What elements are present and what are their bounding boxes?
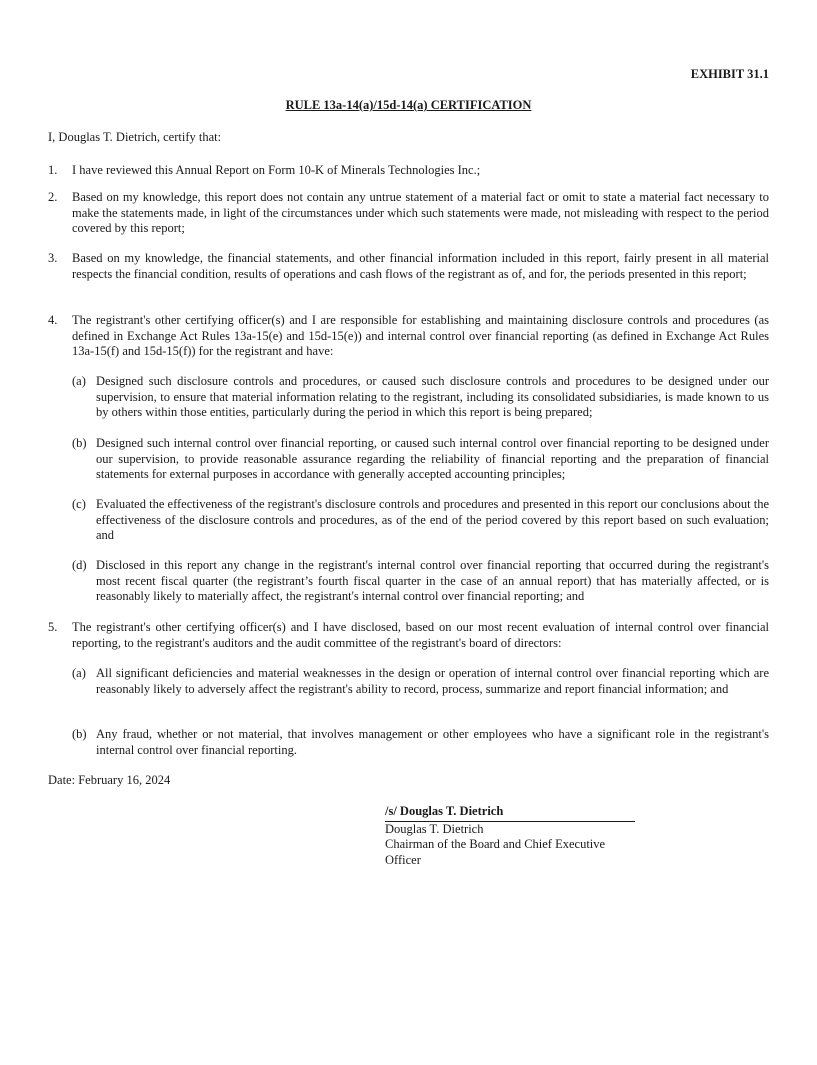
subitem-text: Designed such internal control over financial reporting, or caused such internal control over financial reporting to be designed under our supervision, to provide reasonable assurance regarding the reliability of financial reporting and the preparation of financial statements for external purposes in accordance with generally accepted accounting principles;	[96, 436, 769, 481]
exhibit-label: EXHIBIT 31.1	[690, 67, 769, 81]
subitem-text: Disclosed in this report any change in the registrant's internal control over financial reporting that occurred during the registrant's most recent fiscal quarter (the registrant’s fourth fiscal quarter in the case of an annual report) that has materially affected, or is reasonably likely to materially affect, the registrant's internal control over financial reporting; and	[96, 558, 769, 603]
subitem-text: Any fraud, whether or not material, that involves management or other employees who have a significant role in the registrant's internal control over financial reporting.	[96, 727, 769, 757]
signature-line: /s/ Douglas T. Dietrich	[385, 804, 635, 822]
signature-block	[385, 804, 635, 868]
item-number: 5.	[48, 620, 58, 634]
subitem-number: (a)	[72, 666, 86, 680]
item-number: 4.	[48, 313, 58, 327]
subitem-text: Designed such disclosure controls and procedures, or caused such disclosure controls and procedures to be designed under our supervision, to ensure that material information relating to the registrant, including its consolidated subsidiaries, is made known to us by others within those entities, particularly during the period in which this report is being prepared;	[96, 374, 769, 419]
item-text: Based on my knowledge, this report does not contain any untrue statement of a material fact or omit to state a material fact necessary to make the statements made, in light of the circumstances under which such statements were made, not misleading with respect to the period covered by this report;	[72, 190, 769, 235]
subitem-number: (b)	[72, 727, 87, 741]
item-text: The registrant's other certifying officer(s) and I are responsible for establishing and maintaining disclosure controls and procedures (as defined in Exchange Act Rules 13a-15(e) and 15d-15(e)) and internal control over financial reporting (as defined in Exchange Act Rules 13a-15(f) and 15d-15(f)) for the registrant and have:	[72, 313, 769, 358]
subitem-number: (c)	[72, 497, 86, 511]
intro-text: I, Douglas T. Dietrich, certify that:	[48, 130, 222, 144]
item-number: 1.	[48, 163, 58, 177]
item-number: 2.	[48, 190, 58, 204]
subitem-text: Evaluated the effectiveness of the registrant's disclosure controls and procedures and presented in this report our conclusions about the effectiveness of the disclosure controls and procedures, as of the end of the period covered by this report based on such evaluation; and	[96, 497, 769, 542]
document-title: RULE 13a-14(a)/15d-14(a) CERTIFICATION	[285, 98, 532, 112]
subitem-number: (a)	[72, 374, 86, 388]
subitem-text: All significant deficiencies and material weaknesses in the design or operation of internal control over financial reporting which are reasonably likely to adversely affect the registrant's ability to record, process, summarize and report financial information; and	[96, 666, 769, 696]
date-line: Date: February 16, 2024	[48, 773, 171, 787]
item-number: 3.	[48, 251, 58, 265]
subitem-number: (d)	[72, 558, 87, 572]
signer-title: Chairman of the Board and Chief Executive Officer	[385, 837, 606, 867]
item-text: The registrant's other certifying officer(s) and I have disclosed, based on our most recent evaluation of internal control over financial reporting, to the registrant's auditors and the audit committee of the registrant's board of directors:	[72, 620, 769, 650]
item-text: Based on my knowledge, the financial statements, and other financial information included in this report, fairly present in all material respects the financial condition, results of operations and cash flows of the registrant as of, and for, the periods presented in this report;	[72, 251, 769, 281]
item-text: I have reviewed this Annual Report on Form 10-K of Minerals Technologies Inc.;	[72, 163, 481, 177]
signer-name: Douglas T. Dietrich	[385, 821, 484, 836]
subitem-number: (b)	[72, 436, 87, 450]
